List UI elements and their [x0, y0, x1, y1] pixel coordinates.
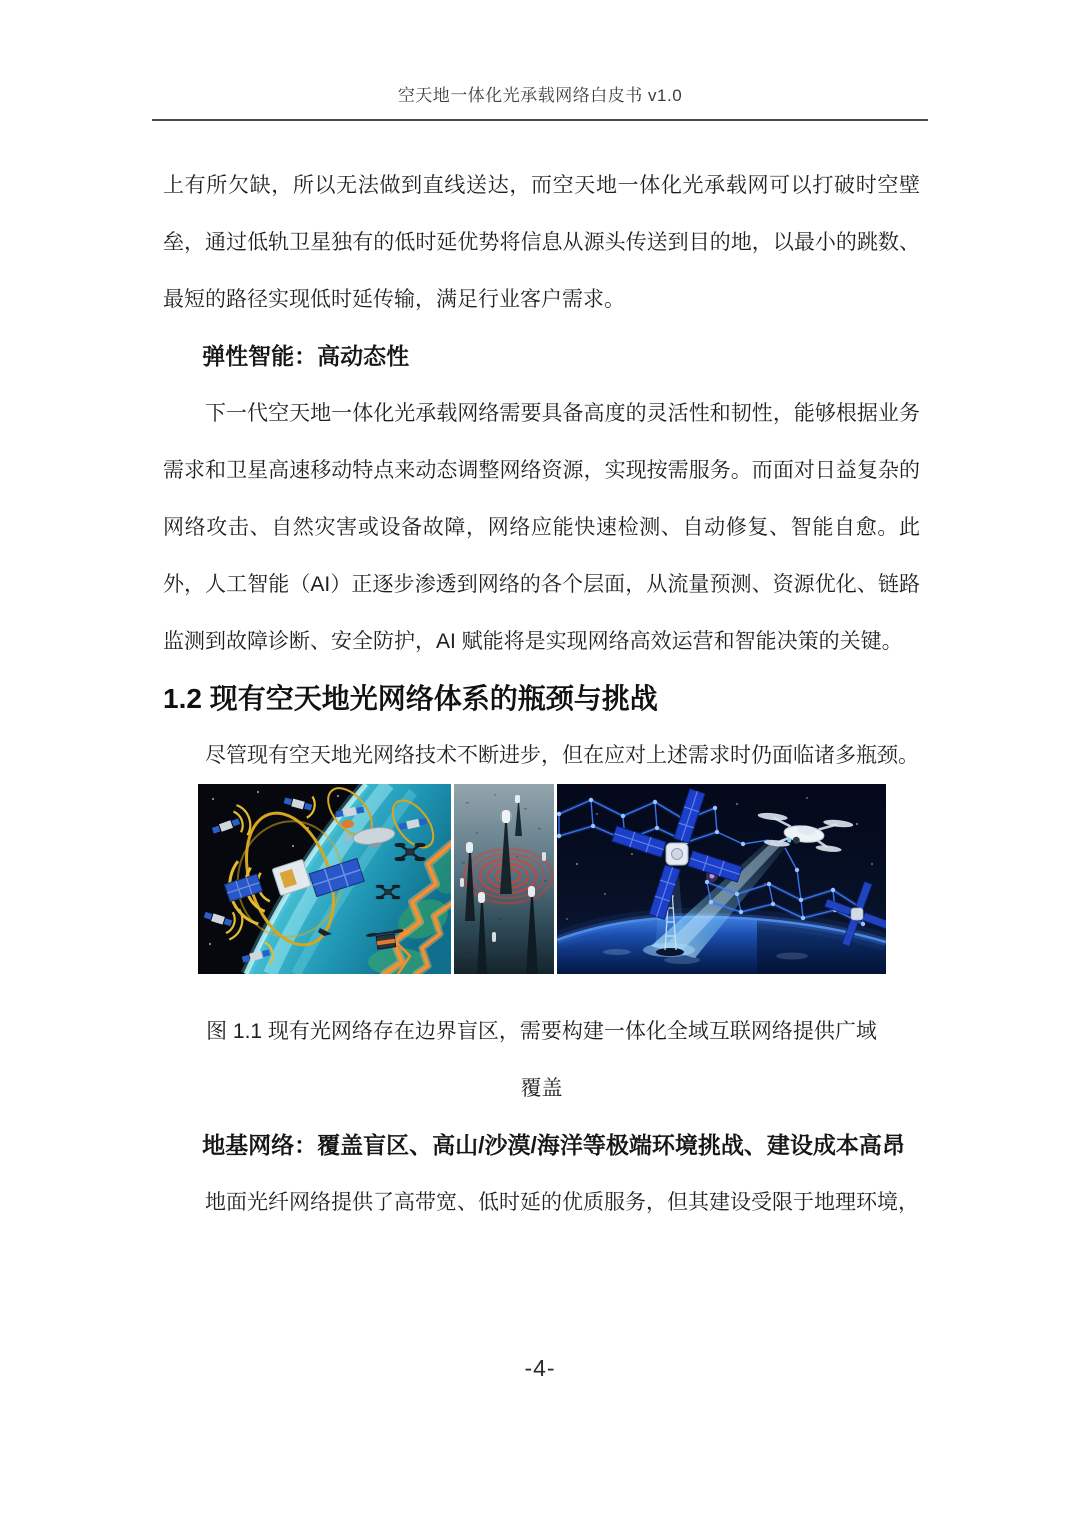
paragraph-heading-elastic-intelligence: 弹性智能：高动态性 — [202, 343, 410, 369]
page-number: -4- — [524, 1355, 556, 1381]
page-footer — [0, 1347, 1080, 1389]
paragraph-heading-ground-network: 地基网络：覆盖盲区、高山/沙漠/海洋等极端环境挑战、建设成本高昂 — [202, 1132, 905, 1158]
figure-panel-satellites-over-earth — [198, 784, 451, 974]
figure-panel-space-network — [557, 784, 886, 974]
figure-caption-line-2: 覆盖 — [520, 1077, 563, 1100]
figure-panel-tower-coverage — [454, 784, 554, 974]
header-divider — [152, 119, 928, 121]
section-heading-1-2: 1.2 现有空天地光网络体系的瓶颈与挑战 — [163, 683, 658, 714]
figure-caption — [163, 1003, 920, 1117]
body-paragraph-ground: 地面光纤网络提供了高带宽、低时延的优质服务，但其建设受限于地理环境， — [205, 1191, 919, 1214]
page-content — [163, 157, 920, 1231]
body-paragraph-continuation: 上有所欠缺，所以无法做到直线送达，而空天地一体化光承载网可以打破时空壁垒，通过低轨卫星独有的低时延优势将信息从源头传送到目的地，以最小的跳数、最短的路径实现低时延传输，满足行业客户需求。 — [163, 174, 920, 311]
document-title: 空天地一体化光承载网络白皮书 v1.0 — [397, 86, 683, 105]
figure-1-1-image — [198, 784, 886, 974]
body-paragraph-elastic: 下一代空天地一体化光承载网络需要具备高度的灵活性和韧性，能够根据业务需求和卫星高速移动特点来动态调整网络资源，实现按需服务。而面对日益复杂的网络攻击、自然灾害或设备故障，网络应能快速检测、自动修复、智能自愈。此外，人工智能（AI）正逐步渗透到网络的各个层面，从流量预测、资源优化、链路监测到故障诊断、安全防护，AI 赋能将是实现网络高效运营和智能决策的关键。 — [163, 402, 920, 653]
orange-dish-icon — [342, 820, 354, 828]
page-header — [152, 0, 928, 121]
figure-caption-line-1: 图 1.1 现有光网络存在边界盲区，需要构建一体化全域互联网络提供广域 — [206, 1020, 877, 1043]
body-paragraph-bottleneck: 尽管现有空天地光网络技术不断进步，但在应对上述需求时仍面临诸多瓶颈。 — [205, 744, 919, 767]
